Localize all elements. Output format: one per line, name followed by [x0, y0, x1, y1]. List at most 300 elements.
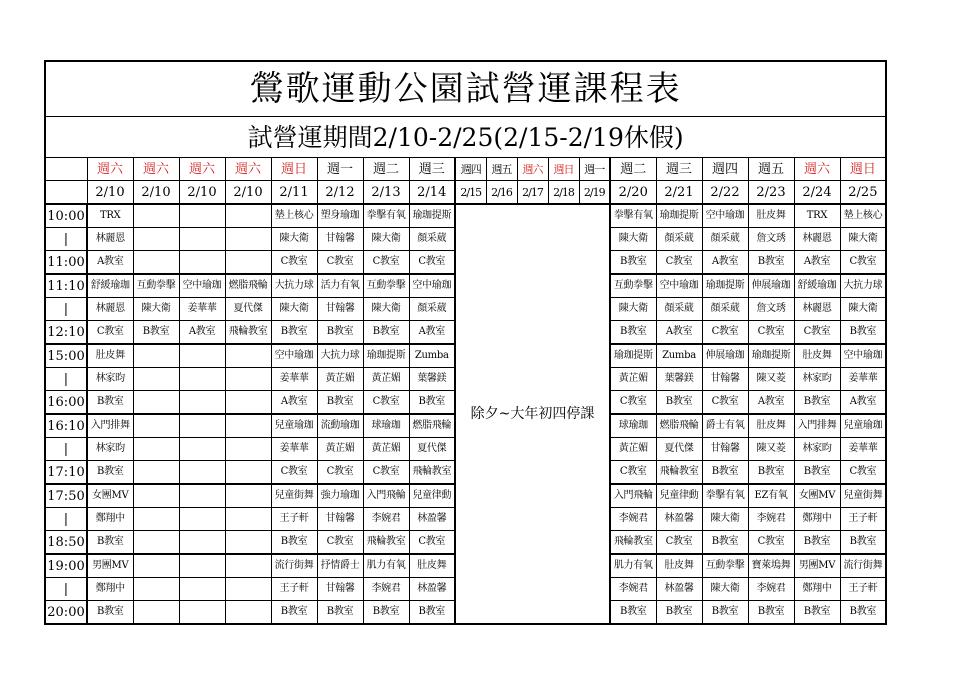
class-cell: B教室 — [87, 461, 133, 485]
class-cell: 舒緩瑜珈 — [794, 274, 840, 298]
class-cell: 飛輪教室 — [656, 461, 702, 485]
class-cell: 姜華華 — [271, 438, 317, 461]
class-cell: 互動拳擊 — [133, 274, 179, 298]
class-cell — [225, 601, 271, 625]
class-cell: 顏采葳 — [656, 298, 702, 321]
class-cell: C教室 — [363, 461, 409, 485]
class-cell: 瑜珈提斯 — [409, 204, 455, 228]
class-cell: 林麗恩 — [794, 228, 840, 251]
class-cell: 陳大衛 — [840, 298, 886, 321]
class-cell: 拳擊有氧 — [363, 204, 409, 228]
time-separator: | — [45, 228, 87, 251]
class-cell: 活力有氧 — [317, 274, 363, 298]
class-cell: 燃脂飛輪 — [409, 414, 455, 438]
class-cell: 女團MV — [87, 484, 133, 508]
class-cell: B教室 — [271, 601, 317, 625]
time-label: 17:50 — [45, 484, 87, 508]
weekday-label: 週四 — [702, 158, 748, 181]
class-cell: TRX — [87, 204, 133, 228]
date-label: 2/20 — [610, 181, 656, 205]
class-cell: C教室 — [840, 251, 886, 275]
class-cell: B教室 — [610, 601, 656, 625]
class-cell: 兒童瑜珈 — [271, 414, 317, 438]
weekday-label: 週一 — [579, 158, 610, 181]
time-label: 16:10 — [45, 414, 87, 438]
class-cell: 肚皮舞 — [748, 204, 794, 228]
class-cell — [179, 344, 225, 368]
class-cell — [225, 578, 271, 601]
class-cell: A教室 — [794, 251, 840, 275]
class-cell: 墊上核心 — [840, 204, 886, 228]
date-label: 2/10 — [133, 181, 179, 205]
class-cell: 顏采葳 — [702, 228, 748, 251]
class-cell: 互動拳擊 — [610, 274, 656, 298]
class-cell — [179, 251, 225, 275]
class-cell — [225, 251, 271, 275]
class-cell: 李婉君 — [610, 508, 656, 531]
date-label: 2/14 — [409, 181, 455, 205]
class-cell: B教室 — [794, 531, 840, 555]
class-cell: C教室 — [656, 251, 702, 275]
time-label: 15:00 — [45, 344, 87, 368]
class-cell: Zumba — [409, 344, 455, 368]
class-cell: 瑜珈提斯 — [363, 344, 409, 368]
class-cell: 李婉君 — [748, 508, 794, 531]
class-cell: 陳大衛 — [610, 228, 656, 251]
class-cell — [225, 461, 271, 485]
class-cell: 林麗恩 — [87, 298, 133, 321]
class-cell: 燃脂飛輪 — [656, 414, 702, 438]
class-cell: C教室 — [409, 251, 455, 275]
class-cell: B教室 — [363, 601, 409, 625]
class-cell — [225, 531, 271, 555]
class-cell: A教室 — [748, 391, 794, 415]
date-label: 2/25 — [840, 181, 886, 205]
class-cell: 黃芷媚 — [317, 438, 363, 461]
class-cell: A教室 — [840, 391, 886, 415]
class-cell — [133, 251, 179, 275]
class-cell — [133, 344, 179, 368]
class-cell — [133, 438, 179, 461]
date-label: 2/19 — [579, 181, 610, 205]
class-cell: B教室 — [409, 391, 455, 415]
class-cell: B教室 — [610, 251, 656, 275]
class-cell: 鄭翔中 — [794, 508, 840, 531]
class-cell: B教室 — [748, 251, 794, 275]
class-cell: 黃芷媚 — [610, 438, 656, 461]
class-cell: 肚皮舞 — [656, 554, 702, 578]
class-cell: A教室 — [87, 251, 133, 275]
class-cell: 空中瑜珈 — [179, 274, 225, 298]
class-cell — [225, 228, 271, 251]
date-label: 2/24 — [794, 181, 840, 205]
class-cell: 林家昀 — [794, 368, 840, 391]
class-cell: 夏代傑 — [656, 438, 702, 461]
class-cell: 燃脂飛輪 — [225, 274, 271, 298]
class-cell: 林麗恩 — [794, 298, 840, 321]
class-cell: B教室 — [840, 531, 886, 555]
class-cell: 陳大衛 — [133, 298, 179, 321]
corner-cell — [45, 181, 87, 205]
class-cell: 夏代傑 — [225, 298, 271, 321]
class-cell: C教室 — [317, 461, 363, 485]
time-label: 10:00 — [45, 204, 87, 228]
class-cell — [179, 461, 225, 485]
class-cell — [133, 414, 179, 438]
class-cell: A教室 — [702, 251, 748, 275]
class-cell: C教室 — [409, 531, 455, 555]
class-cell: 飛輪教室 — [409, 461, 455, 485]
class-cell: 陳大衛 — [271, 298, 317, 321]
class-cell — [225, 508, 271, 531]
class-cell: 舒緩瑜珈 — [87, 274, 133, 298]
class-cell: 李婉君 — [363, 578, 409, 601]
class-cell: 陳大衛 — [363, 228, 409, 251]
class-cell: A教室 — [179, 321, 225, 345]
class-cell: 王子軒 — [840, 508, 886, 531]
class-cell — [133, 554, 179, 578]
class-cell — [133, 484, 179, 508]
weekday-label: 週五 — [748, 158, 794, 181]
class-cell: C教室 — [748, 531, 794, 555]
class-cell: 拳擊有氧 — [610, 204, 656, 228]
class-cell: C教室 — [794, 321, 840, 345]
class-cell — [133, 601, 179, 625]
class-cell: B教室 — [87, 531, 133, 555]
date-label: 2/21 — [656, 181, 702, 205]
class-cell: B教室 — [840, 601, 886, 625]
time-separator: | — [45, 578, 87, 601]
class-cell: 肌力有氧 — [363, 554, 409, 578]
class-cell: 肚皮舞 — [409, 554, 455, 578]
weekday-label: 週三 — [656, 158, 702, 181]
class-cell — [179, 601, 225, 625]
date-label: 2/10 — [225, 181, 271, 205]
class-cell: 詹文琇 — [748, 228, 794, 251]
time-separator: | — [45, 368, 87, 391]
class-cell: 甘翰馨 — [702, 438, 748, 461]
class-cell: 李婉君 — [748, 578, 794, 601]
subtitle-row — [45, 117, 886, 158]
class-cell: 詹文琇 — [748, 298, 794, 321]
class-cell — [179, 368, 225, 391]
class-cell — [179, 531, 225, 555]
weekday-label: 週二 — [610, 158, 656, 181]
class-cell — [225, 344, 271, 368]
class-cell: B教室 — [317, 321, 363, 345]
schedule-table — [44, 60, 887, 625]
schedule-row — [45, 204, 886, 228]
class-cell: 女團MV — [794, 484, 840, 508]
weekday-label: 週日 — [548, 158, 579, 181]
class-cell — [225, 368, 271, 391]
class-cell: 鄭翔中 — [794, 578, 840, 601]
weekday-label: 週六 — [794, 158, 840, 181]
class-cell: 兒童街舞 — [271, 484, 317, 508]
class-cell: 瑜珈提斯 — [610, 344, 656, 368]
date-label: 2/23 — [748, 181, 794, 205]
class-cell: 瑜珈提斯 — [702, 274, 748, 298]
date-label: 2/10 — [179, 181, 225, 205]
class-cell: 王子軒 — [271, 508, 317, 531]
page-title: 鶯歌運動公園試營運課程表 — [45, 61, 886, 117]
date-label: 2/17 — [517, 181, 548, 205]
class-cell: C教室 — [656, 531, 702, 555]
time-separator: | — [45, 298, 87, 321]
class-cell: 伸展瑜珈 — [702, 344, 748, 368]
class-cell: TRX — [794, 204, 840, 228]
class-cell: 甘翰馨 — [702, 368, 748, 391]
class-cell: 陳大衛 — [271, 228, 317, 251]
date-label: 2/16 — [486, 181, 517, 205]
class-cell: 空中瑜珈 — [409, 274, 455, 298]
time-label: 12:10 — [45, 321, 87, 345]
class-cell: 空中瑜珈 — [271, 344, 317, 368]
class-cell: 甘翰馨 — [317, 578, 363, 601]
class-cell: 姜華華 — [271, 368, 317, 391]
time-label: 18:50 — [45, 531, 87, 555]
class-cell: 強力瑜珈 — [317, 484, 363, 508]
class-cell — [179, 508, 225, 531]
class-cell: Zumba — [656, 344, 702, 368]
class-cell: 爵士有氧 — [702, 414, 748, 438]
class-cell: 兒童街舞 — [840, 484, 886, 508]
class-cell: B教室 — [656, 391, 702, 415]
class-cell — [133, 461, 179, 485]
period-subtitle: 試營運期間2/10-2/25(2/15-2/19休假) — [45, 117, 886, 158]
class-cell — [225, 438, 271, 461]
weekday-label: 週六 — [179, 158, 225, 181]
weekday-label: 週六 — [87, 158, 133, 181]
class-cell: 兒童瑜珈 — [840, 414, 886, 438]
date-header-row — [45, 181, 886, 205]
weekday-label: 週二 — [363, 158, 409, 181]
class-cell: B教室 — [702, 461, 748, 485]
class-cell: 入門排舞 — [87, 414, 133, 438]
class-cell: 大抗力球 — [271, 274, 317, 298]
class-cell: 王子軒 — [840, 578, 886, 601]
class-cell: 流行街舞 — [840, 554, 886, 578]
class-cell: B教室 — [748, 461, 794, 485]
class-cell: 鄭翔中 — [87, 508, 133, 531]
class-cell: 林家昀 — [794, 438, 840, 461]
class-cell: C教室 — [748, 321, 794, 345]
class-cell — [179, 554, 225, 578]
class-cell: B教室 — [271, 531, 317, 555]
class-cell: 林盈馨 — [409, 508, 455, 531]
class-cell: 互動拳擊 — [702, 554, 748, 578]
class-cell: 男團MV — [794, 554, 840, 578]
time-label: 17:10 — [45, 461, 87, 485]
date-label: 2/13 — [363, 181, 409, 205]
class-cell: 甘翰馨 — [317, 228, 363, 251]
class-cell: 入門飛輪 — [610, 484, 656, 508]
class-cell: 墊上核心 — [271, 204, 317, 228]
class-cell: 入門飛輪 — [363, 484, 409, 508]
class-cell: C教室 — [702, 391, 748, 415]
date-label: 2/12 — [317, 181, 363, 205]
class-cell: 顏采葳 — [409, 298, 455, 321]
class-cell: B教室 — [409, 601, 455, 625]
class-cell: 葉馨鎂 — [409, 368, 455, 391]
class-cell — [133, 228, 179, 251]
class-cell: 男團MV — [87, 554, 133, 578]
class-cell: 黃芷媚 — [363, 368, 409, 391]
weekday-label: 週六 — [225, 158, 271, 181]
class-cell: 陳大衛 — [610, 298, 656, 321]
title-row — [45, 61, 886, 117]
weekday-header-row — [45, 158, 886, 181]
class-cell: 瑜珈提斯 — [656, 204, 702, 228]
class-cell: 大抗力球 — [840, 274, 886, 298]
time-label: 16:00 — [45, 391, 87, 415]
class-cell: 黃芷媚 — [363, 438, 409, 461]
class-cell: 空中瑜珈 — [840, 344, 886, 368]
class-cell: 陳大衛 — [840, 228, 886, 251]
class-cell: 陳大衛 — [702, 578, 748, 601]
class-cell: 寶萊塢舞 — [748, 554, 794, 578]
class-cell: C教室 — [271, 461, 317, 485]
class-cell: B教室 — [794, 461, 840, 485]
class-cell: EZ有氧 — [748, 484, 794, 508]
class-cell: C教室 — [702, 321, 748, 345]
class-cell: C教室 — [840, 461, 886, 485]
class-cell: 姜華華 — [840, 368, 886, 391]
class-cell: B教室 — [363, 321, 409, 345]
weekday-label: 週一 — [317, 158, 363, 181]
date-label: 2/22 — [702, 181, 748, 205]
weekday-label: 週日 — [840, 158, 886, 181]
class-cell — [179, 578, 225, 601]
class-cell: 夏代傑 — [409, 438, 455, 461]
class-cell: 肚皮舞 — [794, 344, 840, 368]
class-cell: C教室 — [363, 251, 409, 275]
class-cell: 大抗力球 — [317, 344, 363, 368]
date-label: 2/11 — [271, 181, 317, 205]
class-cell: 李婉君 — [610, 578, 656, 601]
class-cell: C教室 — [317, 251, 363, 275]
weekday-label: 週六 — [133, 158, 179, 181]
class-cell: 黃芷媚 — [317, 368, 363, 391]
class-cell: 空中瑜珈 — [656, 274, 702, 298]
class-cell: B教室 — [271, 321, 317, 345]
class-cell: 入門排舞 — [794, 414, 840, 438]
class-cell — [179, 414, 225, 438]
class-cell: B教室 — [794, 391, 840, 415]
class-cell: 林家昀 — [87, 438, 133, 461]
class-cell — [225, 204, 271, 228]
class-cell: 瑜珈提斯 — [748, 344, 794, 368]
date-label: 2/15 — [455, 181, 486, 205]
class-cell: 林麗恩 — [87, 228, 133, 251]
class-cell: 葉馨鎂 — [656, 368, 702, 391]
date-label: 2/10 — [87, 181, 133, 205]
class-cell: C教室 — [87, 321, 133, 345]
class-cell: 李婉君 — [363, 508, 409, 531]
class-cell: 流行街舞 — [271, 554, 317, 578]
class-cell: A教室 — [271, 391, 317, 415]
class-cell — [133, 368, 179, 391]
class-cell: C教室 — [317, 531, 363, 555]
class-cell: 空中瑜珈 — [702, 204, 748, 228]
weekday-label: 週日 — [271, 158, 317, 181]
class-cell: 姜華華 — [179, 298, 225, 321]
class-cell: 肚皮舞 — [87, 344, 133, 368]
time-label: 11:00 — [45, 251, 87, 275]
class-cell — [225, 554, 271, 578]
class-cell: 林盈馨 — [409, 578, 455, 601]
class-cell: 抒情爵士 — [317, 554, 363, 578]
class-cell: C教室 — [610, 391, 656, 415]
weekday-label: 週四 — [455, 158, 486, 181]
class-cell: 王子軒 — [271, 578, 317, 601]
class-cell: B教室 — [794, 601, 840, 625]
class-cell: 兒童律動 — [409, 484, 455, 508]
class-cell: 飛輪教室 — [610, 531, 656, 555]
class-cell: B教室 — [748, 601, 794, 625]
weekday-label: 週三 — [409, 158, 455, 181]
class-cell: B教室 — [610, 321, 656, 345]
class-cell — [179, 204, 225, 228]
class-cell: B教室 — [656, 601, 702, 625]
class-cell: 肌力有氧 — [610, 554, 656, 578]
date-label: 2/18 — [548, 181, 579, 205]
class-cell — [225, 414, 271, 438]
class-cell — [133, 391, 179, 415]
class-cell: B教室 — [87, 601, 133, 625]
class-cell — [179, 438, 225, 461]
class-cell: 林盈馨 — [656, 578, 702, 601]
class-cell: 飛輪教室 — [363, 531, 409, 555]
class-cell: 甘翰馨 — [317, 508, 363, 531]
class-cell — [133, 508, 179, 531]
class-cell — [179, 391, 225, 415]
class-cell: 陳大衛 — [363, 298, 409, 321]
class-cell: A教室 — [409, 321, 455, 345]
class-cell: 球瑜珈 — [610, 414, 656, 438]
class-cell — [179, 484, 225, 508]
class-cell: 甘翰馨 — [317, 298, 363, 321]
class-cell: 球瑜珈 — [363, 414, 409, 438]
class-cell: B教室 — [840, 321, 886, 345]
class-cell: 顏采葳 — [702, 298, 748, 321]
class-cell: 顏采葳 — [656, 228, 702, 251]
class-cell: 鄭翔中 — [87, 578, 133, 601]
time-label: 19:00 — [45, 554, 87, 578]
class-cell: 陳大衛 — [702, 508, 748, 531]
class-cell: 兒童律動 — [656, 484, 702, 508]
corner-cell — [45, 158, 87, 181]
class-cell: B教室 — [317, 601, 363, 625]
class-cell: 伸展瑜珈 — [748, 274, 794, 298]
class-cell: 林盈馨 — [656, 508, 702, 531]
class-cell — [225, 391, 271, 415]
time-label: 20:00 — [45, 601, 87, 625]
class-cell: 拳擊有氧 — [702, 484, 748, 508]
class-cell — [133, 578, 179, 601]
class-cell: 林家昀 — [87, 368, 133, 391]
time-separator: | — [45, 508, 87, 531]
class-cell: B教室 — [87, 391, 133, 415]
class-cell: A教室 — [656, 321, 702, 345]
class-cell: B教室 — [702, 601, 748, 625]
holiday-break-notice: 除夕~大年初四停課 — [455, 204, 610, 624]
weekday-label: 週六 — [517, 158, 548, 181]
class-cell — [133, 531, 179, 555]
class-cell: 黃芷媚 — [610, 368, 656, 391]
time-separator: | — [45, 438, 87, 461]
class-cell: B教室 — [317, 391, 363, 415]
